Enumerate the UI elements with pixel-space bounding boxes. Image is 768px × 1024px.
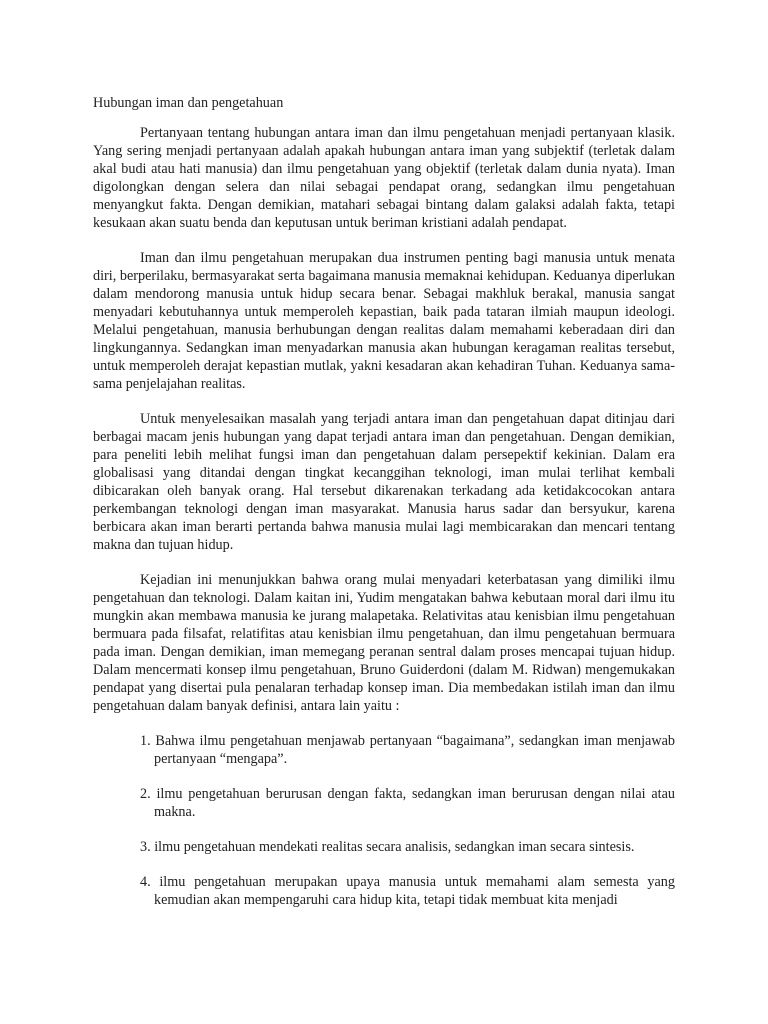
- list-item-1: 1. Bahwa ilmu pengetahuan menjawab pertanyaan “bagaimana”, sedangkan iman menjawab pertanyaan “mengapa”.: [140, 733, 675, 767]
- definition-list: [93, 732, 675, 909]
- paragraph-2: Iman dan ilmu pengetahuan merupakan dua instrumen penting bagi manusia untuk menata diri, berperilaku, bermasyarakat serta bagaimana manusia memaknai kehidupan. Keduanya diperlukan dalam mendorong manusia untuk hidup secara benar. Sebagai makhluk berakal, manusia sangat menyadari kebutuhannya untuk memperoleh kepastian, baik pada tataran ilmiah maupun ideologi. Melalui pengetahuan, manusia berhubungan dengan realitas dalam memahami keberadaan diri dan lingkungannya. Sedangkan iman menyadarkan manusia akan hubungan keragaman realitas tersebut, untuk memperoleh derajat kepastian mutlak, yakni kesadaran akan kehadiran Tuhan. Keduanya sama-sama penjelajahan realitas.: [93, 250, 675, 392]
- paragraph-4: Kejadian ini menunjukkan bahwa orang mulai menyadari keterbatasan yang dimiliki ilmu pengetahuan dan teknologi. Dalam kaitan ini, Yudim mengatakan bahwa kebutaan moral dari ilmu itu mungkin akan membawa manusia ke jurang malapetaka. Relativitas atau kenisbian ilmu pengetahuan bermuara pada filsafat, relatifitas atau kenisbian ilmu pengetahuan, dan ilmu pengetahuan bermuara pada iman. Dengan demikian, iman memegang peranan sentral dalam proses mencapai tujuan hidup. Dalam mencermati konsep ilmu pengetahuan, Bruno Guiderdoni (dalam M. Ridwan) mengemukakan pendapat yang disertai pula penalaran terhadap konsep iman. Dia membedakan istilah iman dan ilmu pengetahuan dalam banyak definisi, antara lain yaitu :: [93, 572, 675, 714]
- list-item-3: 3. ilmu pengetahuan mendekati realitas secara analisis, sedangkan iman secara sintesis.: [140, 839, 635, 855]
- list-item-2: 2. ilmu pengetahuan berurusan dengan fakta, sedangkan iman berurusan dengan nilai atau makna.: [140, 786, 675, 820]
- document-page: [93, 94, 675, 926]
- document-title: Hubungan iman dan pengetahuan: [93, 95, 284, 111]
- paragraph-1: Pertanyaan tentang hubungan antara iman dan ilmu pengetahuan menjadi pertanyaan klasik. Yang sering menjadi pertanyaan adalah apakah hubungan antara iman yang subjektif (terletak dalam akal budi atau hati manusia) dan ilmu pengetahuan yang objektif (terletak dalam dunia nyata). Iman digolongkan dengan selera dan nilai sebagai pendapat orang, sedangkan ilmu pengetahuan menyangkut fakta. Dengan demikian, matahari sebagai bintang dalam galaksi adalah fakta, tetapi kesukaan akan suatu benda dan keputusan untuk beriman kristiani adalah pendapat.: [93, 125, 675, 231]
- paragraph-3: Untuk menyelesaikan masalah yang terjadi antara iman dan pengetahuan dapat ditinjau dari berbagai macam jenis hubungan yang dapat terjadi antara iman dan pengetahuan. Dengan demikian, para peneliti lebih melihat fungsi iman dan pengetahuan dalam persepektif kekinian. Dalam era globalisasi yang ditandai dengan tingkat kecanggihan teknologi, iman mulai terlihat kembali dibicarakan oleh banyak orang. Hal tersebut dikarenakan terkadang ada ketidakcocokan antara perkembangan teknologi dengan iman masyarakat. Manusia harus sadar dan bersyukur, karena berbicara akan iman berarti pertanda bahwa manusia mulai lagi membicarakan dan mencari tentang makna dan tujuan hidup.: [93, 411, 675, 553]
- list-item-4: 4. ilmu pengetahuan merupakan upaya manusia untuk memahami alam semesta yang kemudian akan mempengaruhi cara hidup kita, tetapi tidak membuat kita menjadi: [140, 874, 675, 908]
